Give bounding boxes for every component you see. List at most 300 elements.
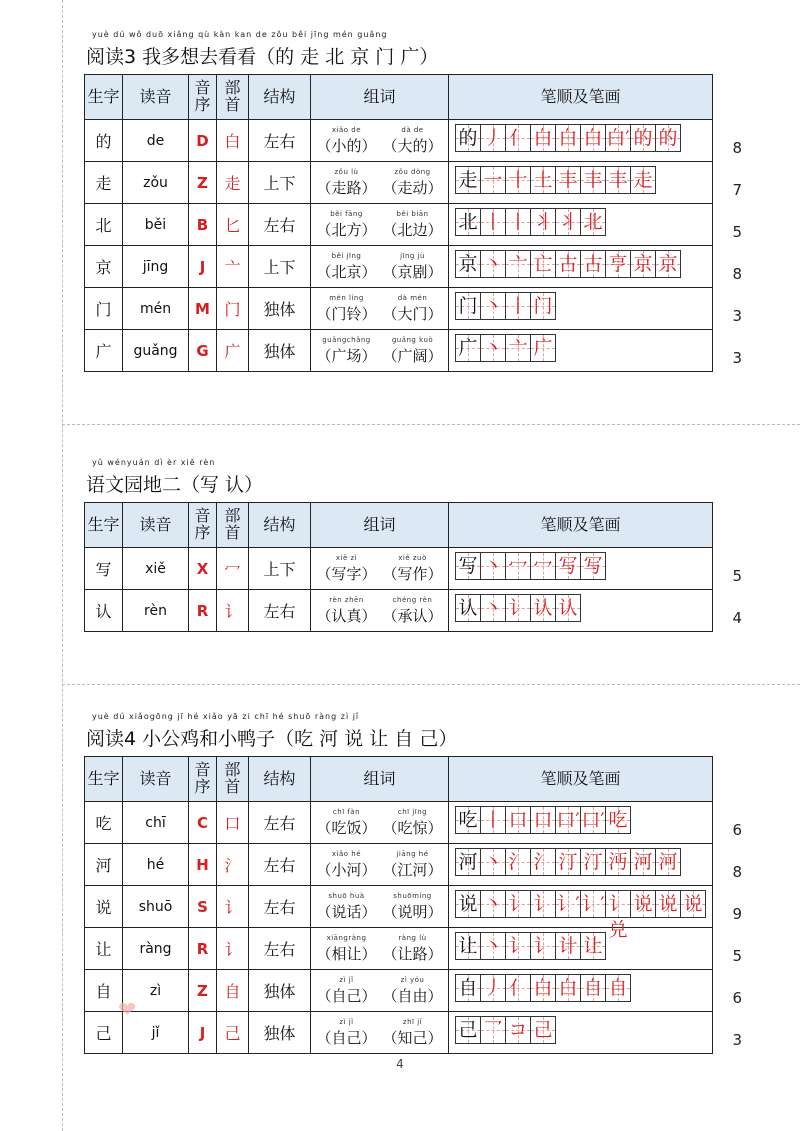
stroke-count: 9 [732, 905, 742, 923]
table-row [85, 886, 713, 928]
stroke-box [480, 1016, 506, 1044]
radical: 广 [217, 330, 249, 372]
table-row [85, 288, 713, 330]
table-row [85, 802, 713, 844]
stroke-step: 讠 [533, 892, 553, 915]
word-pinyin: mén líng [329, 293, 364, 302]
stroke-box [530, 848, 556, 876]
word-combos [311, 886, 449, 928]
header-pinyin: 读音 [123, 503, 189, 548]
character: 写 [85, 548, 123, 590]
word: （自己） [316, 1028, 377, 1047]
initial-letter: B [189, 204, 217, 246]
stroke-box [530, 890, 556, 918]
character: 走 [85, 162, 123, 204]
stroke-box [630, 166, 656, 194]
heart-icon: ❤ [118, 998, 139, 1023]
stroke-step: 讠′ [581, 892, 605, 915]
stroke-box [605, 974, 631, 1002]
character: 河 [85, 844, 123, 886]
stroke-step: 自 [608, 976, 628, 999]
header-strokes: 笔顺及笔画 [449, 503, 713, 548]
word-pinyin: jīng jù [400, 251, 425, 260]
stroke-count: 5 [732, 223, 742, 241]
stroke-box [530, 932, 556, 960]
word: （认真） [316, 606, 377, 625]
stroke-order [449, 120, 742, 162]
word-pinyin: dà mén [397, 293, 428, 302]
stroke-box [455, 848, 481, 876]
word: （承认） [382, 606, 443, 625]
word-combos [311, 844, 449, 886]
header-structure: 结构 [249, 503, 311, 548]
stroke-step: 白 [558, 976, 578, 999]
initial-letter: R [189, 590, 217, 632]
pinyin: ràng [123, 928, 189, 970]
stroke-box [630, 890, 656, 918]
stroke-step: 广 [533, 336, 553, 359]
stroke-box [530, 334, 556, 362]
word: （写作） [382, 564, 443, 583]
stroke-box [530, 208, 556, 236]
pinyin: hé [123, 844, 189, 886]
header-row [85, 503, 713, 548]
initial-letter: M [189, 288, 217, 330]
table-row [85, 548, 713, 590]
stroke-step: 亨 [608, 252, 628, 275]
section-language-garden-2 [84, 458, 742, 632]
stroke-box [505, 292, 531, 320]
stroke-step: 河 [458, 850, 478, 873]
stroke-step: 写 [558, 554, 578, 577]
stroke-box [530, 124, 556, 152]
stroke-box [505, 552, 531, 580]
character: 北 [85, 204, 123, 246]
stroke-step: 丶 [483, 252, 503, 275]
stroke-box [480, 166, 506, 194]
stroke-step: コ [508, 1018, 528, 1041]
stroke-step: 走 [458, 168, 478, 191]
stroke-grid [455, 552, 605, 580]
section-title: 语文园地二（写 认） [86, 474, 264, 496]
word: （吃惊） [382, 818, 443, 837]
word: （自由） [382, 986, 443, 1005]
structure: 左右 [249, 844, 311, 886]
stroke-step: 北 [583, 210, 603, 233]
stroke-box [530, 166, 556, 194]
word-pinyin: zì yóu [400, 975, 425, 984]
structure: 上下 [249, 246, 311, 288]
section-heading [84, 712, 712, 756]
stroke-box [480, 594, 506, 622]
stroke-step: 丰 [583, 168, 603, 191]
stroke-grid [455, 124, 680, 152]
stroke-step: 亡 [533, 252, 553, 275]
stroke-box [530, 594, 556, 622]
stroke-box [505, 250, 531, 278]
stroke-step: 亠 [508, 252, 528, 275]
stroke-box [480, 124, 506, 152]
stroke-box [480, 334, 506, 362]
section-separator [62, 684, 800, 685]
word-pinyin: xiāngràng [326, 933, 367, 942]
stroke-order [449, 548, 742, 590]
stroke-box [455, 974, 481, 1002]
word-pinyin: zhī jǐ [402, 1017, 423, 1026]
stroke-step: 让 [458, 934, 478, 957]
radical: 亠 [217, 246, 249, 288]
pinyin: rèn [123, 590, 189, 632]
stroke-step: 认 [533, 596, 553, 619]
pinyin: jǐ [123, 1012, 189, 1054]
header-order: 音序 [189, 503, 217, 548]
stroke-step: 汀 [558, 850, 578, 873]
word: （广场） [316, 346, 377, 365]
stroke-step: 讠′ [556, 892, 580, 915]
radical: 走 [217, 162, 249, 204]
word-combos [311, 246, 449, 288]
stroke-count: 6 [732, 821, 742, 839]
stroke-step: 讠 [508, 596, 528, 619]
stroke-order [449, 204, 742, 246]
stroke-step: 己 [533, 1018, 553, 1041]
initial-letter: X [189, 548, 217, 590]
stroke-step: 写 [583, 554, 603, 577]
stroke-box [605, 890, 631, 941]
stroke-order [449, 844, 742, 886]
word: （吃饭） [316, 818, 377, 837]
word-combos [311, 120, 449, 162]
pinyin: chī [123, 802, 189, 844]
word: （自己） [316, 986, 377, 1005]
word-combos [311, 928, 449, 970]
stroke-box [455, 806, 481, 834]
stroke-step: 白 [558, 126, 578, 149]
stroke-box [505, 166, 531, 194]
stroke-step: 的 [458, 126, 478, 149]
stroke-box [655, 848, 681, 876]
stroke-order [449, 288, 742, 330]
stroke-box [505, 1016, 531, 1044]
initial-letter: Z [189, 162, 217, 204]
stroke-order [449, 330, 742, 372]
structure: 独体 [249, 970, 311, 1012]
character: 己 [85, 1012, 123, 1054]
stroke-step: 丬 [558, 210, 578, 233]
stroke-box [680, 890, 706, 918]
section-reading-4 [84, 712, 742, 1054]
header-char: 生字 [85, 757, 123, 802]
character: 说 [85, 886, 123, 928]
stroke-grid [455, 594, 580, 622]
word-combos [311, 204, 449, 246]
stroke-step: 讠兑 [608, 892, 628, 941]
stroke-step: 走 [633, 168, 653, 191]
stroke-order [449, 970, 742, 1012]
stroke-step: 写 [458, 554, 478, 577]
stroke-step: 亻 [508, 126, 528, 149]
stroke-box [555, 932, 581, 960]
pinyin: mén [123, 288, 189, 330]
stroke-box [455, 594, 481, 622]
stroke-box [580, 166, 606, 194]
stroke-box [505, 806, 531, 834]
word: （大的） [382, 136, 443, 155]
section-heading [84, 458, 712, 502]
word: （说话） [316, 902, 377, 921]
initial-letter: J [189, 1012, 217, 1054]
stroke-step: 丨 [508, 294, 528, 317]
table-row [85, 1012, 713, 1054]
stroke-box [630, 124, 656, 152]
stroke-box [580, 890, 606, 918]
stroke-grid [455, 1016, 555, 1044]
stroke-box [655, 890, 681, 918]
table-row [85, 246, 713, 288]
section-title: 阅读4 小公鸡和小鸭子（吃 河 说 让 自 己） [86, 728, 458, 750]
pinyin: guǎng [123, 330, 189, 372]
stroke-box [580, 974, 606, 1002]
stroke-step: 京 [658, 252, 678, 275]
stroke-order [449, 928, 742, 970]
stroke-step: 门 [458, 294, 478, 317]
stroke-step: 讠 [508, 934, 528, 957]
stroke-box [605, 124, 631, 152]
section-reading-3 [84, 30, 742, 372]
stroke-step: 口′ [556, 808, 580, 831]
stroke-step: 口′ [581, 808, 605, 831]
word-pinyin: jiāng hé [396, 849, 429, 858]
stroke-step: 十 [508, 168, 528, 191]
header-order: 音序 [189, 75, 217, 120]
radical: 口 [217, 802, 249, 844]
character: 门 [85, 288, 123, 330]
stroke-box [530, 552, 556, 580]
character: 的 [85, 120, 123, 162]
word-pinyin: xiě zì [335, 553, 358, 562]
stroke-step: 认 [558, 596, 578, 619]
stroke-box [580, 124, 606, 152]
word-pinyin: shuōmíng [393, 891, 432, 900]
stroke-box [555, 124, 581, 152]
word-pinyin: běi fāng [330, 209, 363, 218]
word-combos [311, 548, 449, 590]
stroke-step: 白 [533, 976, 553, 999]
stroke-grid [455, 250, 680, 278]
radical: 冖 [217, 548, 249, 590]
stroke-step: 口 [508, 808, 528, 831]
stroke-step: 丨 [483, 808, 503, 831]
character: 吃 [85, 802, 123, 844]
stroke-step: 乛 [483, 1018, 503, 1041]
word-pinyin: xiǎo de [331, 125, 362, 134]
stroke-grid [455, 208, 605, 236]
stroke-step: 丶 [483, 596, 503, 619]
word-pinyin: xiě zuò [398, 553, 427, 562]
structure: 左右 [249, 886, 311, 928]
stroke-box [555, 552, 581, 580]
stroke-step: 白′ [606, 126, 630, 149]
pinyin: běi [123, 204, 189, 246]
header-row [85, 75, 713, 120]
word: （写字） [316, 564, 377, 583]
initial-letter: J [189, 246, 217, 288]
stroke-count: 6 [732, 989, 742, 1007]
stroke-count: 3 [732, 307, 742, 325]
table-row [85, 120, 713, 162]
word-pinyin: běi jīng [331, 251, 362, 260]
word-pinyin: zǒu dòng [394, 167, 431, 176]
stroke-step: 河 [658, 850, 678, 873]
stroke-box [555, 594, 581, 622]
radical: 白 [217, 120, 249, 162]
stroke-step: 丶 [483, 850, 503, 873]
character: 广 [85, 330, 123, 372]
stroke-step: 氵 [508, 850, 528, 873]
stroke-step: 门 [533, 294, 553, 317]
word-pinyin: běi biān [396, 209, 429, 218]
word-combos [311, 590, 449, 632]
stroke-step: 沔 [608, 850, 628, 873]
structure: 左右 [249, 928, 311, 970]
stroke-grid [455, 974, 630, 1002]
stroke-box [480, 932, 506, 960]
stroke-step: 京 [633, 252, 653, 275]
stroke-box [505, 848, 531, 876]
stroke-box [480, 250, 506, 278]
stroke-box [555, 166, 581, 194]
radical: 己 [217, 1012, 249, 1054]
stroke-box [555, 848, 581, 876]
stroke-step: 丶 [483, 892, 503, 915]
title-pinyin: yuè dú xiǎogōng jī hé xiǎo yā zi chī hé shuō ràng zì jǐ [92, 712, 360, 721]
structure: 左右 [249, 120, 311, 162]
word: （北京） [316, 262, 377, 281]
stroke-box [480, 292, 506, 320]
stroke-step: 认 [458, 596, 478, 619]
header-words: 组词 [311, 503, 449, 548]
stroke-box [455, 552, 481, 580]
stroke-step: 计 [558, 934, 578, 957]
stroke-step: 丶 [483, 554, 503, 577]
stroke-count: 7 [732, 181, 742, 199]
structure: 上下 [249, 162, 311, 204]
stroke-step: 丰 [558, 168, 578, 191]
stroke-box [655, 250, 681, 278]
word: （大门） [382, 304, 443, 323]
radical: 氵 [217, 844, 249, 886]
stroke-step: 的 [633, 126, 653, 149]
header-char: 生字 [85, 503, 123, 548]
section-title: 阅读3 我多想去看看（的 走 北 京 门 广） [86, 46, 439, 68]
stroke-box [455, 124, 481, 152]
stroke-box [580, 806, 606, 834]
word-pinyin: zǒu lù [334, 167, 359, 176]
stroke-box [655, 124, 681, 152]
initial-letter: Z [189, 970, 217, 1012]
stroke-order [449, 246, 742, 288]
character-table [84, 756, 742, 1054]
structure: 左右 [249, 590, 311, 632]
stroke-step: 白 [583, 126, 603, 149]
structure: 上下 [249, 548, 311, 590]
header-words: 组词 [311, 757, 449, 802]
table-row [85, 330, 713, 372]
header-structure: 结构 [249, 75, 311, 120]
structure: 独体 [249, 330, 311, 372]
radical: 讠 [217, 886, 249, 928]
stroke-count: 8 [732, 863, 742, 881]
stroke-step: 吃 [608, 808, 628, 831]
character-table [84, 74, 742, 372]
table-row [85, 204, 713, 246]
stroke-box [480, 974, 506, 1002]
stroke-box [530, 806, 556, 834]
initial-letter: S [189, 886, 217, 928]
table-row [85, 844, 713, 886]
stroke-step: 的 [658, 126, 678, 149]
title-pinyin: yǔ wényuán dì èr xiě rèn [92, 458, 216, 467]
radical: 讠 [217, 928, 249, 970]
word-combos [311, 288, 449, 330]
stroke-box [580, 848, 606, 876]
structure: 独体 [249, 1012, 311, 1054]
stroke-step: 吃 [458, 808, 478, 831]
pinyin: jīng [123, 246, 189, 288]
stroke-order [449, 802, 742, 844]
stroke-order [449, 162, 742, 204]
word: （走路） [316, 178, 377, 197]
stroke-count: 5 [732, 947, 742, 965]
stroke-box [605, 250, 631, 278]
word: （小的） [316, 136, 377, 155]
stroke-step: 一 [483, 168, 503, 191]
stroke-count: 8 [732, 139, 742, 157]
stroke-step: 丿 [483, 976, 503, 999]
word-pinyin: xiǎo hé [331, 849, 362, 858]
stroke-box [530, 292, 556, 320]
stroke-step: 冖 [508, 554, 528, 577]
stroke-step: 丨 [508, 210, 528, 233]
word: （相让） [316, 944, 377, 963]
initial-letter: C [189, 802, 217, 844]
watermark [118, 998, 142, 1023]
stroke-step: 丨 [483, 210, 503, 233]
stroke-count: 5 [732, 567, 742, 585]
character: 京 [85, 246, 123, 288]
stroke-box [530, 974, 556, 1002]
word: （说明） [382, 902, 443, 921]
structure: 左右 [249, 802, 311, 844]
word-pinyin: rèn zhēn [329, 595, 364, 604]
stroke-step: 丶 [483, 934, 503, 957]
stroke-box [555, 250, 581, 278]
word: （广阔） [382, 346, 443, 365]
stroke-step: 氵 [533, 850, 553, 873]
stroke-count: 8 [732, 265, 742, 283]
stroke-step: 丬 [533, 210, 553, 233]
stroke-box [605, 848, 631, 876]
stroke-order [449, 1012, 742, 1054]
radical: 门 [217, 288, 249, 330]
stroke-step: 丿 [483, 126, 503, 149]
stroke-box [630, 848, 656, 876]
stroke-box [455, 334, 481, 362]
stroke-box [580, 552, 606, 580]
stroke-step: 说 [683, 892, 703, 915]
section-separator [62, 424, 800, 425]
stroke-box [555, 208, 581, 236]
